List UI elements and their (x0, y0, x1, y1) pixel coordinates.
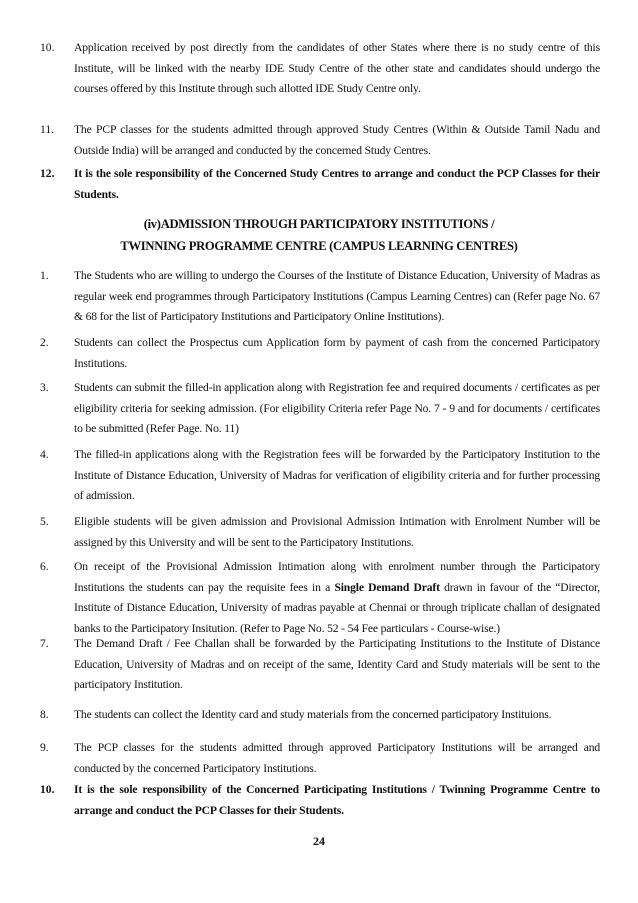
item-text: Eligible students will be given admission and Provisional Admission Intimation with Enrolment Number will be assigned by this University and will be sent to the Participatory Institutions. (74, 515, 600, 549)
item-text: The PCP classes for the students admitted through approved Study Centres (Within & Outside Tamil Nadu and Outside India) will be arranged and conducted by the concerned Study Centres. (74, 123, 600, 157)
item-number: 4. (40, 448, 49, 461)
list-item (40, 738, 600, 779)
item-number: 8. (40, 708, 49, 721)
list-item (40, 445, 600, 507)
item-number: 6. (40, 560, 49, 573)
item-text: Students can collect the Prospectus cum Application form by payment of cash from the concerned Participatory Institutions. (74, 336, 600, 370)
item-number: 2. (40, 336, 49, 349)
item-number: 5. (40, 515, 49, 528)
section-heading-line-2: TWINNING PROGRAMME CENTRE (CAMPUS LEARNING CENTRES) (120, 239, 518, 253)
item-text: The students can collect the Identity card and study materials from the concerned participatory Instituions. (74, 708, 552, 721)
item-text-emphasis: Single Demand Draft (334, 580, 440, 594)
list-item (40, 512, 600, 553)
item-text: It is the sole responsibility of the Concerned Study Centres to arrange and conduct the PCP Classes for their Students. (74, 167, 600, 201)
item-text: The Demand Draft / Fee Challan shall be forwarded by the Participating Institutions to the Institute of Distance Education, University of Madras and on receipt of the same, Identity Card and Study materials will be sent to the participatory Institution. (74, 637, 600, 691)
list-item (40, 266, 600, 328)
section-heading-line-1: (iv)ADMISSION THROUGH PARTICIPATORY INSTITUTIONS / (143, 217, 495, 231)
item-text-part: drawn in favour of the “Director, Institute of Distance Education, University of madras payable at Chennai or through triplicate challan of designated banks to the Participatory Insitution. (Refer to Page No. 52 - 54 Fee particulars - Course-wise.) (74, 580, 600, 635)
item-text: The filled-in applications along with the Registration fees will be forwarded by the Participatory Institution to the Institute of Distance Education, University of Madras for verification of eligibility criteria and for further processing of admission. (74, 448, 600, 502)
item-number: 7. (40, 637, 49, 650)
item-number: 12. (40, 167, 55, 180)
item-text: Students can submit the filled-in application along with Registration fee and required documents / certificates as per eligibility criteria for seeking admission. (For eligibility Criteria refer Page No. 7 - 9 and for documents / certificates to be submitted (Refer Page. No. 11) (74, 381, 600, 435)
item-number: 11. (40, 123, 55, 136)
list-item (40, 634, 600, 696)
list-item (40, 164, 600, 205)
item-text: Application received by post directly from the candidates of other States where there is no study centre of this Institute, will be linked with the nearby IDE Study Centre of the other state and candidates should undergo the courses offered by this Institute through such allotted IDE Study Centre only. (74, 41, 600, 95)
item-text: It is the sole responsibility of the Concerned Participating Institutions / Twinning Programme Centre to arrange and conduct the PCP Classes for their Students. (74, 783, 600, 817)
list-item (40, 705, 600, 726)
item-text-part: On receipt of the Provisional Admission Intimation along with enrolment number through the Participatory Institutions the students can pay the requisite fees in a (74, 560, 600, 594)
item-text: The Students who are willing to undergo the Courses of the Institute of Distance Education, University of Madras as regular week end programmes through Participatory Institutions (Campus Learning Centres) can (Refer page No. 67 & 68 for the list of Participatory Institutions and Participatory Online Institutions). (74, 269, 600, 323)
list-item (40, 120, 600, 161)
item-number: 10. (40, 41, 55, 54)
list-item (40, 333, 600, 374)
item-number: 3. (40, 381, 49, 394)
item-text: The PCP classes for the students admitted through approved Participatory Institutions will be arranged and conducted by the concerned Participatory Institutions. (74, 741, 600, 775)
list-item (40, 557, 600, 639)
page-number: 24 (313, 834, 325, 848)
list-item (40, 38, 600, 100)
list-item (40, 780, 600, 821)
item-text (74, 557, 600, 639)
item-number: 10. (40, 783, 55, 796)
list-item (40, 378, 600, 440)
item-number: 9. (40, 741, 49, 754)
item-number: 1. (40, 269, 49, 282)
